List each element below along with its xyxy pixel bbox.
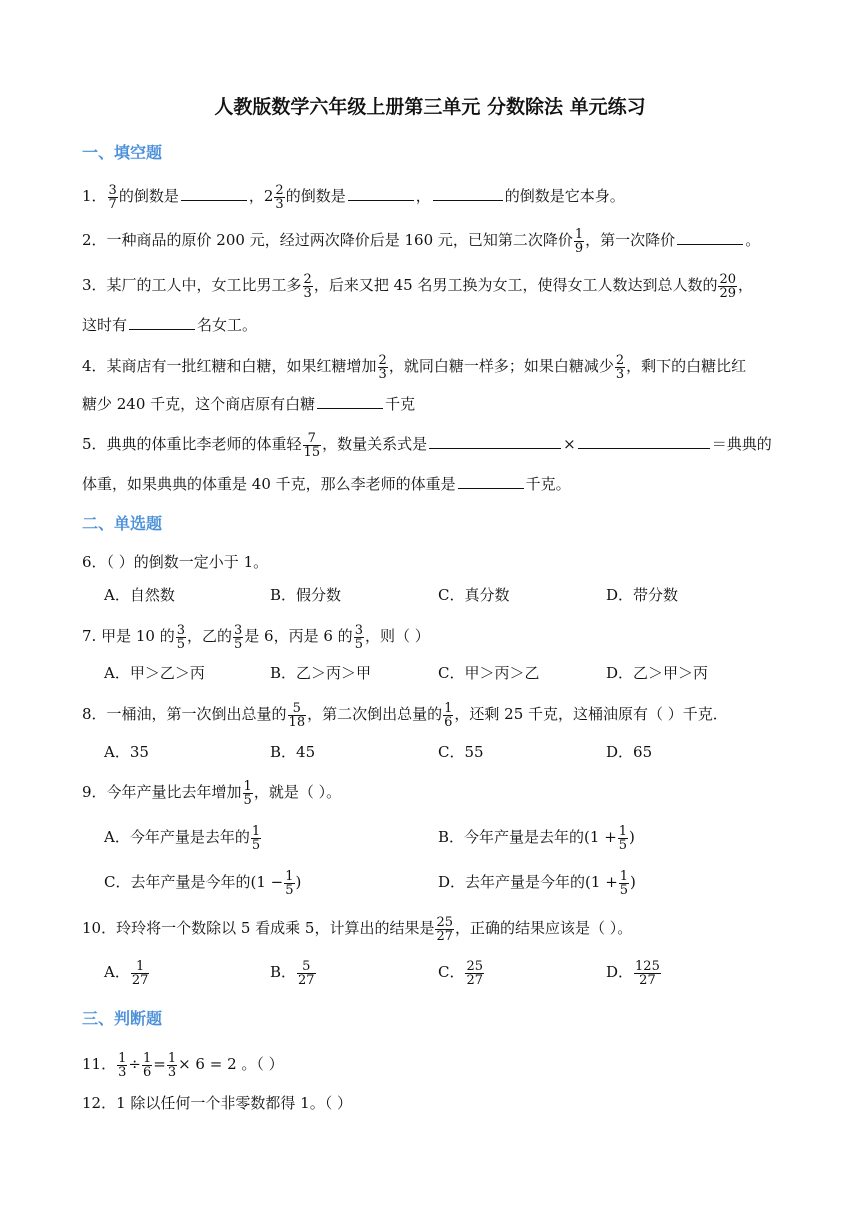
- fraction: $\frac{20}{29}$: [719, 271, 737, 301]
- option-c[interactable]: C． $\frac{25}{27}$: [438, 958, 484, 988]
- option-a[interactable]: A．甲＞乙＞丙: [104, 664, 205, 682]
- fraction: $\frac{5}{27}$: [298, 958, 315, 988]
- section-true-false: 三、判断题: [82, 1009, 163, 1028]
- option-d[interactable]: D．带分数: [606, 586, 679, 604]
- option-b[interactable]: B．假分数: [270, 586, 342, 604]
- fraction: $\frac{125}{27}$: [635, 958, 660, 988]
- option-a[interactable]: A．35: [104, 743, 149, 761]
- option-c[interactable]: C．甲＞丙＞乙: [438, 664, 540, 682]
- answer-blank[interactable]: [458, 474, 524, 489]
- question-9: 9．今年产量比去年增加 $\frac{1}{5}$ ，就是（ ）。: [82, 778, 342, 808]
- option-b[interactable]: B． $\frac{5}{27}$: [270, 958, 315, 988]
- option-d[interactable]: D．乙＞甲＞丙: [606, 664, 709, 682]
- option-a[interactable]: A．自然数: [104, 586, 175, 604]
- option-d[interactable]: D． $\frac{125}{27}$: [606, 958, 660, 988]
- section-fill-in: 一、填空题: [82, 143, 163, 162]
- question-4-cont: 糖少 240 千克，这个商店原有白糖 千克: [82, 395, 416, 413]
- option-c[interactable]: C．去年产量是今年的(1 − $\frac{1}{5}$ ): [104, 868, 302, 898]
- fraction: $\frac{2}{3}$: [275, 182, 284, 212]
- option-c[interactable]: C．真分数: [438, 586, 510, 604]
- answer-blank[interactable]: [677, 230, 743, 245]
- fraction: $\frac{7}{15}$: [303, 430, 321, 460]
- fraction: $\frac{2}{3}$: [303, 271, 312, 301]
- fraction: $\frac{1}{3}$: [118, 1050, 127, 1080]
- question-2: 2．一种商品的原价 200 元，经过两次降价后是 160 元，已知第二次降价 $\frac{1}{9}$ ，第一次降价 。: [82, 226, 761, 256]
- question-11: 11． $\frac{1}{3}$ ÷ $\frac{1}{6}$ = $\frac{1}{3}$ × 6 = 2 。（ ）: [82, 1050, 284, 1080]
- answer-blank[interactable]: [317, 394, 383, 409]
- fraction: $\frac{3}{5}$: [354, 622, 363, 652]
- answer-blank[interactable]: [578, 434, 710, 449]
- fraction: $\frac{25}{27}$: [466, 958, 484, 988]
- question-5-cont: 体重，如果典典的体重是 40 千克，那么李老师的体重是 千克。: [82, 475, 571, 493]
- answer-blank[interactable]: [348, 186, 414, 201]
- section-single-choice: 二、单选题: [82, 514, 163, 533]
- fraction: $\frac{1}{5}$: [243, 778, 252, 808]
- question-10: 10．玲玲将一个数除以 5 看成乘 5，计算出的结果是 $\frac{25}{27}$ ，正确的结果应该是（ ）。: [82, 914, 633, 944]
- question-3-cont: 这时有 名女工。: [82, 316, 258, 334]
- option-d[interactable]: D．65: [606, 743, 653, 761]
- answer-blank[interactable]: [433, 186, 503, 201]
- fraction: $\frac{1}{5}$: [618, 823, 628, 853]
- fraction: $\frac{3}{5}$: [176, 622, 185, 652]
- option-a[interactable]: A．今年产量是去年的 $\frac{1}{5}$: [104, 823, 261, 853]
- question-7: 7. 甲是 10 的 $\frac{3}{5}$ ，乙的 $\frac{3}{5}$ 是 6，丙是 6 的 $\frac{3}{5}$ ，则（ ）: [82, 622, 430, 652]
- fraction: $\frac{1}{5}$: [251, 823, 261, 853]
- fraction: $\frac{1}{6}$: [142, 1050, 152, 1080]
- answer-blank[interactable]: [429, 434, 561, 449]
- fraction: $\frac{25}{27}$: [436, 914, 454, 944]
- option-b[interactable]: B．45: [270, 743, 316, 761]
- fraction: $\frac{3}{7}$: [108, 182, 117, 212]
- fraction: $\frac{1}{6}$: [444, 700, 453, 730]
- question-6: 6．（ ）的倒数一定小于 1。: [82, 553, 269, 571]
- option-d[interactable]: D．去年产量是今年的(1 + $\frac{1}{5}$ ): [438, 868, 636, 898]
- question-8: 8．一桶油，第一次倒出总量的 $\frac{5}{18}$ ，第二次倒出总量的 $\frac{1}{6}$ ，还剩 25 千克，这桶油原有（ ）千克．: [82, 700, 728, 730]
- page-title: 人教版数学六年级上册第三单元 分数除法 单元练习: [214, 96, 646, 118]
- question-12: 12．1 除以任何一个非零数都得 1。（ ）: [82, 1094, 352, 1112]
- question-5: 5．典典的体重比李老师的体重轻 $\frac{7}{15}$ ，数量关系式是 × ＝典典的: [82, 430, 772, 460]
- answer-blank[interactable]: [129, 315, 195, 330]
- fraction: $\frac{3}{5}$: [234, 622, 243, 652]
- option-b[interactable]: B．乙＞丙＞甲: [270, 664, 372, 682]
- option-b[interactable]: B．今年产量是去年的(1 + $\frac{1}{5}$ ): [438, 823, 635, 853]
- fraction: $\frac{1}{5}$: [285, 868, 294, 898]
- fraction: $\frac{5}{18}$: [288, 700, 306, 730]
- fraction: $\frac{2}{3}$: [378, 352, 387, 382]
- fraction: $\frac{1}{5}$: [619, 868, 629, 898]
- fraction: $\frac{1}{27}$: [131, 958, 149, 988]
- question-4: 4．某商店有一批红糖和白糖，如果红糖增加 $\frac{2}{3}$ ，就同白糖一样多；如果白糖减少 $\frac{2}{3}$ ，剩下的白糖比红: [82, 352, 747, 382]
- question-3: 3．某厂的工人中，女工比男工多 $\frac{2}{3}$ ，后来又把 45 名男工换为女工，使得女工人数达到总人数的 $\frac{20}{29}$ ，: [82, 271, 754, 301]
- option-a[interactable]: A． $\frac{1}{27}$: [104, 958, 149, 988]
- fraction: $\frac{1}{9}$: [574, 226, 584, 256]
- fraction: $\frac{2}{3}$: [615, 352, 625, 382]
- question-1: 1． $\frac{3}{7}$ 的倒数是 ，2 $\frac{2}{3}$ 的倒数是 ， 的倒数是它本身。: [82, 182, 625, 212]
- fraction: $\frac{1}{3}$: [167, 1050, 177, 1080]
- option-c[interactable]: C．55: [438, 743, 484, 761]
- answer-blank[interactable]: [181, 186, 247, 201]
